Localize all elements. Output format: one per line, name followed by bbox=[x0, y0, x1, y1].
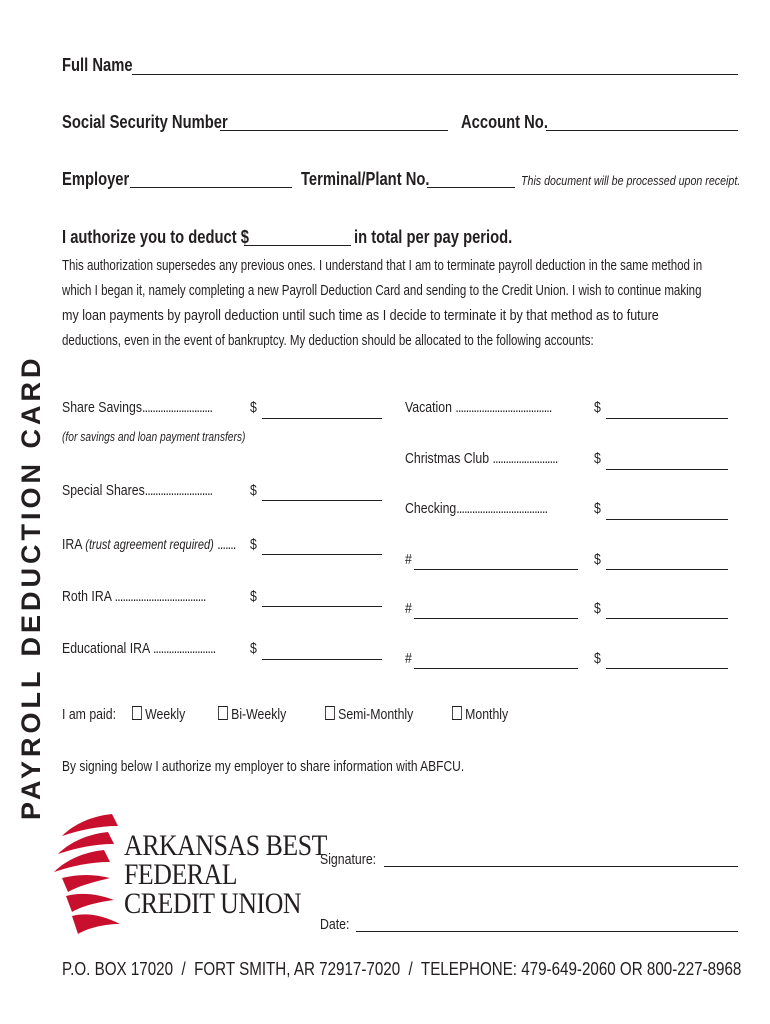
ssn-label: Social Security Number bbox=[62, 112, 228, 132]
hash-sign: # bbox=[405, 600, 412, 617]
ssn-field[interactable] bbox=[220, 130, 448, 131]
educational-ira-label: Educational IRA ........................ bbox=[62, 640, 216, 657]
ira-field[interactable] bbox=[262, 554, 382, 555]
authorization-paragraph bbox=[62, 254, 742, 354]
logo-text bbox=[124, 831, 327, 918]
dollar-sign: $ bbox=[250, 588, 257, 605]
credit-union-swoosh-icon bbox=[52, 812, 126, 936]
checkbox[interactable] bbox=[325, 706, 335, 720]
pay-label: I am paid: bbox=[62, 706, 117, 723]
terminal-label: Terminal/Plant No. bbox=[301, 169, 430, 189]
checkbox[interactable] bbox=[218, 706, 228, 720]
roth-ira-field[interactable] bbox=[262, 606, 382, 607]
other-account-amount-field[interactable] bbox=[606, 668, 728, 669]
logo-line: FEDERAL bbox=[124, 858, 238, 891]
paragraph-line: which I began it, namely completing a new Payroll Deduction Card and sending to the Credit Union. I wish to continue making bbox=[62, 283, 702, 299]
christmas-club-field[interactable] bbox=[606, 469, 728, 470]
paragraph-line: my loan payments by payroll deduction until such time as I decide to terminate it by that method as to future bbox=[62, 308, 659, 324]
dollar-sign: $ bbox=[594, 399, 601, 416]
hash-sign: # bbox=[405, 650, 412, 667]
other-account-number-field[interactable] bbox=[414, 618, 578, 619]
account-label: Account No. bbox=[461, 112, 548, 132]
checkbox[interactable] bbox=[132, 706, 142, 720]
christmas-club-label: Christmas Club ......................... bbox=[405, 450, 558, 467]
roth-ira-label: Roth IRA ................................... bbox=[62, 588, 206, 605]
other-account-amount-field[interactable] bbox=[606, 569, 728, 570]
dollar-sign: $ bbox=[594, 500, 601, 517]
terminal-field[interactable] bbox=[427, 187, 515, 188]
dollar-sign: $ bbox=[250, 640, 257, 657]
paragraph-line: This authorization supersedes any previous ones. I understand that I am to terminate payroll deduction in the same method in bbox=[62, 258, 703, 274]
authorize-prefix: I authorize you to deduct $ bbox=[62, 227, 249, 247]
checking-label: Checking................................... bbox=[405, 500, 548, 517]
date-field[interactable] bbox=[356, 931, 738, 932]
hash-sign: # bbox=[405, 551, 412, 568]
consent-text: By signing below I authorize my employer to share information with ABFCU. bbox=[62, 758, 465, 775]
other-account-amount-field[interactable] bbox=[606, 618, 728, 619]
dollar-sign: $ bbox=[594, 450, 601, 467]
paragraph-line: deductions, even in the event of bankruptcy. My deduction should be allocated to the following accounts: bbox=[62, 333, 594, 349]
special-shares-field[interactable] bbox=[262, 500, 382, 501]
signature-label: Signature: bbox=[320, 851, 377, 868]
checking-field[interactable] bbox=[606, 519, 728, 520]
dollar-sign: $ bbox=[250, 536, 257, 553]
vacation-label: Vacation ..................................... bbox=[405, 399, 552, 416]
logo-line: CREDIT UNION bbox=[124, 887, 302, 920]
date-label: Date: bbox=[320, 916, 350, 933]
dollar-sign: $ bbox=[250, 399, 257, 416]
other-account-number-field[interactable] bbox=[414, 569, 578, 570]
special-shares-label: Special Shares.......................... bbox=[62, 482, 213, 499]
ira-label: IRA (trust agreement required) ....... bbox=[62, 536, 236, 553]
full-name-field[interactable] bbox=[132, 74, 738, 75]
pay-option-semi-monthly[interactable]: Semi-Monthly bbox=[325, 706, 413, 723]
vacation-field[interactable] bbox=[606, 418, 728, 419]
employer-label: Employer bbox=[62, 169, 130, 189]
footer-address: P.O. BOX 17020 / FORT SMITH, AR 72917-7020 / TELEPHONE: 479-649-2060 OR 800-227-8968 bbox=[62, 958, 742, 979]
pay-option-weekly[interactable]: Weekly bbox=[132, 706, 185, 723]
checkbox[interactable] bbox=[452, 706, 462, 720]
dollar-sign: $ bbox=[594, 551, 601, 568]
other-account-number-field[interactable] bbox=[414, 668, 578, 669]
processed-note: This document will be processed upon receipt. bbox=[521, 173, 741, 188]
employer-field[interactable] bbox=[130, 187, 292, 188]
share-savings-field[interactable] bbox=[262, 418, 382, 419]
share-savings-label: Share Savings........................... bbox=[62, 399, 213, 416]
logo-line: ARKANSAS BEST bbox=[124, 829, 328, 862]
educational-ira-field[interactable] bbox=[262, 659, 382, 660]
dollar-sign: $ bbox=[594, 600, 601, 617]
share-note: (for savings and loan payment transfers) bbox=[62, 430, 246, 444]
dollar-sign: $ bbox=[250, 482, 257, 499]
deduct-amount-field[interactable] bbox=[244, 245, 351, 246]
pay-option-monthly[interactable]: Monthly bbox=[452, 706, 508, 723]
full-name-label: Full Name bbox=[62, 55, 133, 75]
side-title: PAYROLL DEDUCTION CARD bbox=[16, 354, 46, 820]
account-field[interactable] bbox=[546, 130, 738, 131]
dollar-sign: $ bbox=[594, 650, 601, 667]
pay-option-bi-weekly[interactable]: Bi-Weekly bbox=[218, 706, 286, 723]
signature-field[interactable] bbox=[384, 866, 738, 867]
authorize-suffix: in total per pay period. bbox=[354, 227, 513, 247]
